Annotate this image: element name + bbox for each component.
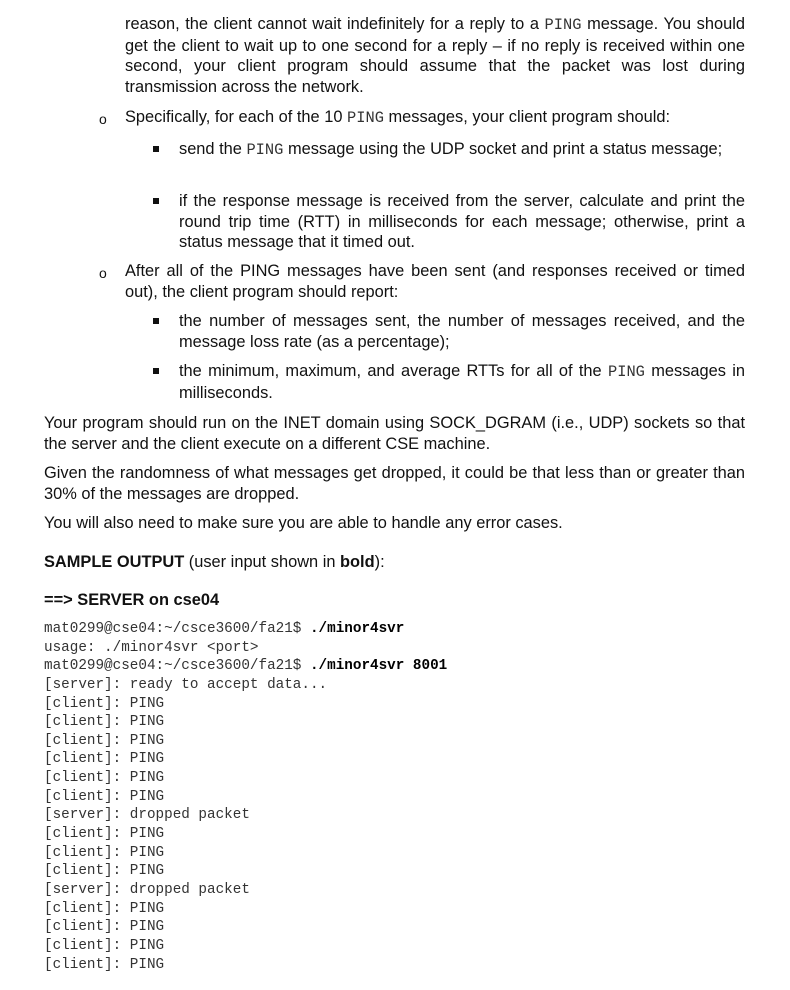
terminal-line	[44, 657, 447, 676]
hollow-bullet-icon: o	[99, 265, 107, 281]
inline-code: PING	[607, 363, 645, 381]
sub-item-text: the minimum, maximum, and average RTTs for all of the	[179, 362, 608, 380]
terminal-line: [client]: PING	[44, 788, 165, 805]
server-heading: ==> SERVER on cse04	[44, 591, 220, 609]
sub-item-text-cont: message using the UDP socket and print a status message;	[283, 140, 723, 158]
terminal-line: [client]: PING	[44, 956, 165, 973]
terminal-line: [server]: ready to accept data...	[44, 676, 328, 693]
paragraph-errors: You will also need to make sure you are able to handle any error cases.	[44, 514, 563, 532]
sub-item-rtts	[179, 361, 745, 403]
specifically-item	[125, 107, 745, 129]
terminal-line: [client]: PING	[44, 751, 165, 768]
sample-text-end: ):	[374, 553, 385, 571]
sub-item-counts: the number of messages sent, the number of messages received, and the message loss rate (as a percentage);	[179, 312, 745, 351]
inline-code: PING	[347, 109, 384, 127]
intro-text: reason, the client cannot wait indefinitely for a reply to a	[125, 15, 545, 33]
terminal-line: [client]: PING	[44, 732, 165, 749]
square-bullet-icon	[153, 198, 159, 204]
terminal-output	[44, 620, 447, 974]
terminal-line: [client]: PING	[44, 770, 165, 787]
hollow-bullet-icon: o	[99, 111, 107, 127]
terminal-line: [client]: PING	[44, 900, 165, 917]
paragraph-inet: Your program should run on the INET domain using SOCK_DGRAM (i.e., UDP) sockets so that the server and the client execute on a different CSE machine.	[44, 414, 745, 453]
sample-text: (user input shown in	[184, 553, 341, 571]
terminal-line: [client]: PING	[44, 937, 165, 954]
terminal-line: [client]: PING	[44, 863, 165, 880]
inline-code: PING	[544, 16, 582, 34]
specifically-text-cont: messages, your client program should:	[383, 108, 671, 126]
terminal-line: usage: ./minor4svr <port>	[44, 639, 259, 656]
terminal-command: ./minor4svr	[309, 621, 405, 637]
terminal-line	[44, 620, 447, 639]
intro-paragraph	[125, 14, 745, 97]
terminal-line: [client]: PING	[44, 714, 165, 731]
sub-item-send	[179, 139, 745, 161]
inline-code: PING	[246, 141, 284, 159]
square-bullet-icon	[153, 368, 159, 374]
terminal-prompt: mat0299@cse04:~/csce3600/fa21$	[44, 658, 310, 675]
terminal-line: [client]: PING	[44, 826, 165, 843]
after-item: After all of the PING messages have been sent (and responses received or timed out), the client program should report:	[125, 262, 745, 301]
sample-bold: SAMPLE OUTPUT	[44, 553, 185, 571]
sample-bold-word: bold	[340, 553, 375, 571]
sub-item-response: if the response message is received from the server, calculate and print the round trip time (RTT) in milliseconds for each message; otherwise, print a status message that it timed out.	[179, 192, 745, 251]
paragraph-randomness: Given the randomness of what messages get dropped, it could be that less than or greater than 30% of the messages are dropped.	[44, 464, 745, 503]
terminal-line: [server]: dropped packet	[44, 807, 250, 824]
terminal-command: ./minor4svr 8001	[309, 658, 448, 675]
terminal-line: [client]: PING	[44, 695, 165, 712]
sub-item-text: send the	[179, 140, 247, 158]
intro-text-cont: message. You should get the client to wait up to one second for a reply – if no reply is received within one second, your client program should assume that the packet was lost during transmission across the network.	[125, 15, 745, 96]
terminal-prompt: mat0299@cse04:~/csce3600/fa21$	[44, 621, 310, 637]
terminal-line: [client]: PING	[44, 919, 165, 936]
specifically-text: Specifically, for each of the 10	[125, 108, 348, 126]
terminal-line: [client]: PING	[44, 844, 165, 861]
sample-output-heading	[44, 552, 745, 573]
terminal-line: [server]: dropped packet	[44, 881, 250, 898]
square-bullet-icon	[153, 318, 159, 324]
sub-item-text-cont: messages in milliseconds.	[179, 362, 745, 402]
square-bullet-icon	[153, 146, 159, 152]
